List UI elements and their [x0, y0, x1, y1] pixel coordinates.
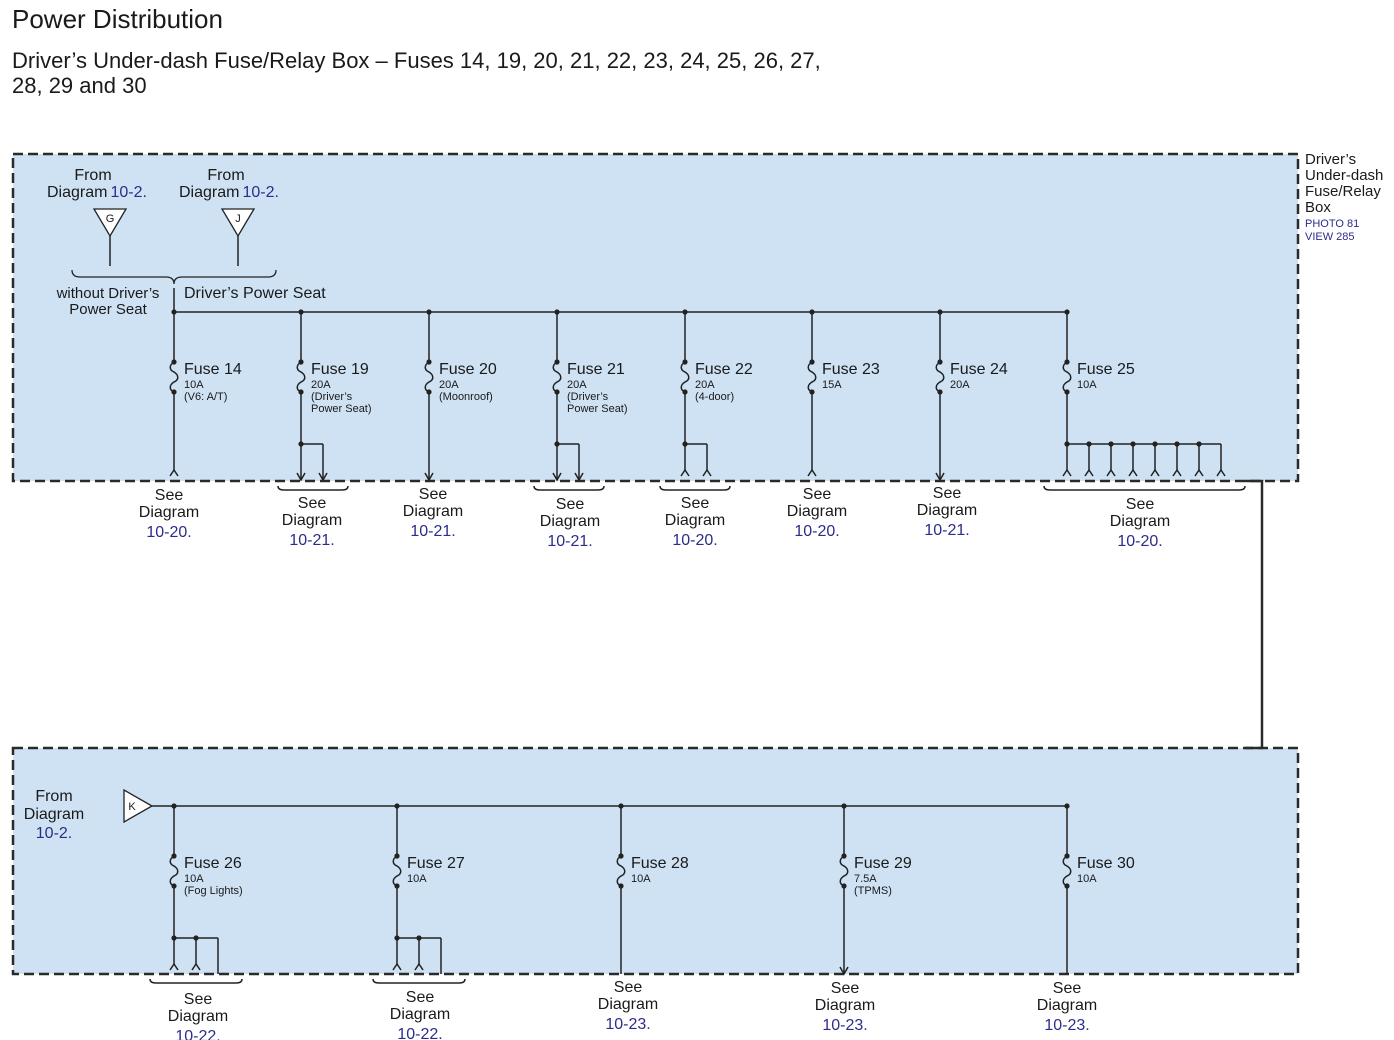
- fuse-23-name: Fuse 23: [822, 361, 880, 378]
- box-label-line-3: Fuse/Relay: [1305, 183, 1381, 200]
- fuse-24-see-label: See: [932, 485, 962, 502]
- fuse-26-name: Fuse 26: [184, 855, 242, 872]
- fuse-30-see-label: See: [1052, 980, 1082, 997]
- fuse-21-detail-1: (Driver’s: [567, 391, 609, 403]
- fuse-14-name: Fuse 14: [184, 361, 242, 378]
- bracket: [660, 486, 730, 490]
- junction-dot: [618, 853, 623, 858]
- fuse-22-detail-0: 20A: [695, 379, 715, 391]
- fuse-30-ref-link[interactable]: 10-23.: [1044, 1017, 1090, 1034]
- box-label-line-2: Under-dash: [1305, 167, 1384, 184]
- junction-dot: [171, 359, 176, 364]
- fuse-19-name: Fuse 19: [311, 361, 369, 378]
- fuse-14-detail-0: 10A: [184, 379, 204, 391]
- fuse-14-diagram-label: Diagram: [138, 504, 200, 521]
- source-g-from: From: [74, 167, 112, 184]
- fuse-19-detail-2: Power Seat): [311, 403, 372, 415]
- photo-ref[interactable]: PHOTO 81: [1305, 218, 1360, 230]
- junction-dot: [809, 359, 814, 364]
- fuse-26-detail-0: 10A: [184, 873, 204, 885]
- fuse-30-detail-0: 10A: [1077, 873, 1097, 885]
- bracket: [278, 486, 348, 490]
- fuse-24-diagram-label: Diagram: [916, 502, 978, 519]
- source-j-ref[interactable]: 10-2.: [242, 184, 279, 201]
- source-k-from: From: [35, 788, 73, 805]
- fuse-23-ref-link[interactable]: 10-20.: [794, 523, 840, 540]
- fuse-22-diagram-label: Diagram: [664, 512, 726, 529]
- fuse-27-see-label: See: [405, 989, 435, 1006]
- fuse-19-diagram-label: Diagram: [281, 512, 343, 529]
- fuse-19-ref-link[interactable]: 10-21.: [289, 532, 335, 549]
- fuse-27-ref-link[interactable]: 10-22.: [397, 1026, 443, 1040]
- fuse-14-see-label: See: [154, 487, 184, 504]
- fuse-25-name: Fuse 25: [1077, 361, 1135, 378]
- fuse-22-see-label: See: [680, 495, 710, 512]
- junction-dot: [682, 359, 687, 364]
- fuse-14-ref-link[interactable]: 10-20.: [146, 524, 192, 541]
- fuse-25-detail-0: 10A: [1077, 379, 1097, 391]
- fuse-30-name: Fuse 30: [1077, 855, 1135, 872]
- fuse-21-ref-link[interactable]: 10-21.: [547, 533, 593, 550]
- fuse-28-see-label: See: [613, 979, 643, 996]
- fuse-30-diagram-label: Diagram: [1036, 997, 1098, 1014]
- junction-dot: [426, 359, 431, 364]
- with-seat-label: Driver’s Power Seat: [184, 285, 326, 302]
- fuse-29-diagram-label: Diagram: [814, 997, 876, 1014]
- source-g-ref[interactable]: 10-2.: [110, 184, 147, 201]
- fuse-28-ref-link[interactable]: 10-23.: [605, 1016, 651, 1033]
- fuse-22-ref-link[interactable]: 10-20.: [672, 532, 718, 549]
- fuse-23-see-label: See: [802, 486, 832, 503]
- fuse-28-name: Fuse 28: [631, 855, 689, 872]
- fuse-29-detail-0: 7.5A: [854, 873, 877, 885]
- fuse-22-detail-1: (4-door): [695, 391, 735, 403]
- source-k-diagram: Diagram: [23, 806, 85, 823]
- source-j-diagram: Diagram 10-2.: [179, 184, 279, 201]
- fuse-28-diagram-label: Diagram: [597, 996, 659, 1013]
- fuse-23-detail-0: 15A: [822, 379, 842, 391]
- fuse-20-name: Fuse 20: [439, 361, 497, 378]
- connector-g-letter: G: [105, 213, 115, 225]
- fuse-29-detail-1: (TPMS): [854, 885, 892, 897]
- fuse-14-detail-1: (V6: A/T): [184, 391, 228, 403]
- junction-dot: [554, 359, 559, 364]
- fuse-19-see-label: See: [297, 495, 327, 512]
- fuse-29-name: Fuse 29: [854, 855, 912, 872]
- bracket: [534, 486, 604, 490]
- box-label-line-1: Driver’s: [1305, 151, 1357, 168]
- fuse-25-see-label: See: [1125, 496, 1155, 513]
- fuse-20-diagram-label: Diagram: [402, 503, 464, 520]
- fuse-24-detail-0: 20A: [950, 379, 970, 391]
- fuse-27-name: Fuse 27: [407, 855, 465, 872]
- without-seat-label-2: Power Seat: [69, 301, 147, 318]
- fuse-26-see-label: See: [183, 991, 213, 1008]
- fuse-22-name: Fuse 22: [695, 361, 753, 378]
- connector-j-letter: J: [235, 213, 241, 225]
- fuse-26-diagram-label: Diagram: [167, 1008, 229, 1025]
- fuse-21-detail-0: 20A: [567, 379, 587, 391]
- without-seat-label-1: without Driver’s: [56, 285, 160, 302]
- junction-dot: [937, 359, 942, 364]
- subtitle-line-1: Driver’s Under-dash Fuse/Relay Box – Fuses 14, 19, 20, 21, 22, 23, 24, 25, 26, 27,: [12, 48, 821, 73]
- junction-dot: [298, 359, 303, 364]
- fuse-21-diagram-label: Diagram: [539, 513, 601, 530]
- fuse-23-diagram-label: Diagram: [786, 503, 848, 520]
- bracket: [150, 979, 242, 983]
- fuse-20-see-label: See: [418, 486, 448, 503]
- junction-dot: [841, 853, 846, 858]
- box-label-line-4: Box: [1305, 199, 1331, 216]
- fuse-21-see-label: See: [555, 496, 585, 513]
- junction-dot: [1064, 441, 1069, 446]
- page-title: Power Distribution: [12, 4, 223, 34]
- junction-dot: [394, 853, 399, 858]
- fuse-25-ref-link[interactable]: 10-20.: [1117, 533, 1163, 550]
- fuse-20-detail-1: (Moonroof): [439, 391, 493, 403]
- junction-dot: [1064, 359, 1069, 364]
- fuse-21-name: Fuse 21: [567, 361, 625, 378]
- fuse-25-diagram-label: Diagram: [1109, 513, 1171, 530]
- junction-dot: [1064, 853, 1069, 858]
- fuse-19-detail-1: (Driver’s: [311, 391, 353, 403]
- bracket: [373, 979, 465, 983]
- junction-dot: [171, 853, 176, 858]
- source-k-ref[interactable]: 10-2.: [35, 825, 73, 842]
- fuse-20-ref-link[interactable]: 10-21.: [410, 523, 456, 540]
- fuse-19-detail-0: 20A: [311, 379, 331, 391]
- box-connector-outline: [1245, 481, 1262, 748]
- fuse-29-see-label: See: [830, 980, 860, 997]
- top-box-fill: [13, 154, 1298, 481]
- bracket: [1044, 486, 1245, 490]
- fuse-29-ref-link[interactable]: 10-23.: [822, 1017, 868, 1034]
- fuse-26-detail-1: (Fog Lights): [184, 885, 243, 897]
- fuse-20-detail-0: 20A: [439, 379, 459, 391]
- fuse-21-detail-2: Power Seat): [567, 403, 628, 415]
- fuse-24-ref-link[interactable]: 10-21.: [924, 522, 970, 539]
- box-label: [1305, 151, 1383, 243]
- fuse-27-diagram-label: Diagram: [389, 1006, 451, 1023]
- subtitle-line-2: 28, 29 and 30: [12, 73, 147, 98]
- source-j-from: From: [207, 167, 245, 184]
- fuse-26-ref-link[interactable]: 10-22.: [175, 1028, 221, 1040]
- fuse-27-detail-0: 10A: [407, 873, 427, 885]
- source-g-diagram: Diagram 10-2.: [47, 184, 147, 201]
- view-ref[interactable]: VIEW 285: [1305, 231, 1355, 243]
- fuse-28-detail-0: 10A: [631, 873, 651, 885]
- connector-k-letter: K: [128, 801, 136, 813]
- fuse-24-name: Fuse 24: [950, 361, 1008, 378]
